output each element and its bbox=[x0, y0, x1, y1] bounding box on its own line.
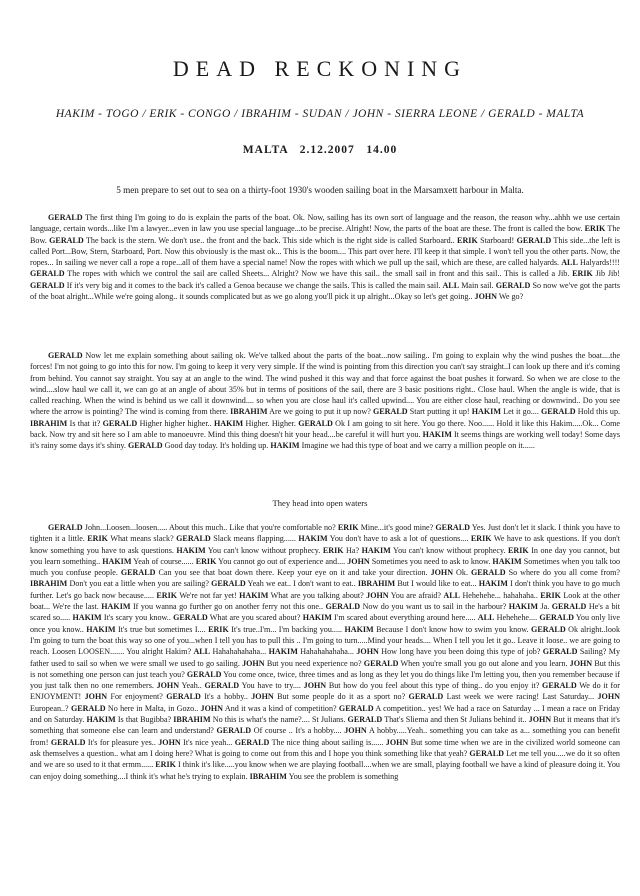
cast-list: HAKIM - TOGO / ERIK - CONGO / IBRAHIM - SUDAN / JOHN - SIERRA LEONE / GERALD - MALTA bbox=[55, 108, 585, 120]
speaker-name: JOHN bbox=[385, 737, 409, 747]
dialogue-line: Let it go.... bbox=[503, 407, 541, 417]
speaker-name: JOHN bbox=[156, 681, 180, 691]
speaker-name: HAKIM bbox=[508, 602, 538, 612]
dialogue-line: So where do you all come from? bbox=[508, 568, 620, 578]
speaker-name: GERALD bbox=[48, 213, 83, 222]
dialogue-line: I don't think you have to go much further. Let's go back now because..... bbox=[30, 579, 620, 600]
dialogue-paragraph bbox=[30, 350, 620, 452]
dialogue-line: That's Sliema and then St Julians behind it.. bbox=[384, 715, 529, 725]
speaker-name: GERALD bbox=[408, 692, 444, 702]
speaker-name: JOHN bbox=[366, 590, 389, 600]
dialogue-line: The first thing I'm going to do is explain the parts of the boat. Ok. Now, sailing has its own sort of language and the reason, the reason why...ahhh we use certain language, certain words...like I'm a lawyer...even in law you use special language...to be precise. Alright! Now, the parts of the boat are these. The front is called the bow. bbox=[30, 213, 620, 234]
dialogue-line: You alright Hakim? bbox=[126, 647, 194, 657]
dialogue-line: Sometimes you need to ask to know. bbox=[371, 556, 493, 566]
speaker-name: HAKIM bbox=[298, 534, 328, 544]
dialogue-line: But some time when we are in the civilized world someone can ask themselves a question.. what am I doing here? What is going to come out from this and I hope you think something like that yeah? bbox=[30, 737, 620, 758]
dialogue-line: Imagine we had this type of boat and we carry a million people on it...... bbox=[301, 441, 535, 451]
intro-text: 5 men prepare to set out to sea on a thirty-foot 1930's wooden sailing boat in the Marsamxett harbour in Malta. bbox=[116, 185, 524, 195]
dialogue-line: What means slack? bbox=[110, 534, 177, 544]
speaker-name: GERALD bbox=[298, 418, 333, 428]
dialogue-line: European..? bbox=[30, 703, 71, 713]
speaker-name: ERIK bbox=[470, 534, 492, 544]
speaker-name: HAKIM bbox=[302, 613, 332, 623]
dialogue-line: For enjoyment? bbox=[110, 692, 167, 702]
dialogue-line: The Bow. bbox=[30, 224, 620, 245]
speaker-name: HAKIM bbox=[478, 579, 508, 589]
speaker-name: JOHN bbox=[474, 292, 497, 302]
dialogue-line: Last week we were racing! Last Saturday... bbox=[446, 692, 598, 702]
speaker-name: HAKIM bbox=[86, 715, 116, 725]
speaker-name: ERIK bbox=[540, 590, 561, 600]
dialogue-line: How long have you been doing this type of job? bbox=[381, 647, 543, 657]
page-title: DEAD RECKONING bbox=[172, 56, 468, 81]
speaker-name: GERALD bbox=[30, 280, 65, 290]
dialogue-line: Yes. Just don't let it slack. I think you have to tighten it a little. bbox=[30, 523, 620, 544]
speaker-name: GERALD bbox=[102, 418, 138, 428]
dialogue-line: You have to try.... bbox=[241, 681, 304, 691]
speaker-name: JOHN bbox=[356, 647, 379, 657]
speaker-name: GERALD bbox=[347, 715, 383, 725]
speaker-name: ERIK bbox=[322, 545, 344, 555]
speaker-name: JOHN bbox=[430, 568, 454, 578]
speaker-name: GERALD bbox=[48, 523, 83, 532]
dialogue-line: And it was a kind of competition? bbox=[224, 703, 339, 713]
speaker-name: HAKIM bbox=[239, 590, 269, 600]
speaker-name: HAKIM bbox=[72, 613, 102, 623]
dialogue-block-2 bbox=[30, 350, 620, 490]
speaker-name: GERALD bbox=[542, 647, 578, 657]
speaker-name: HAKIM bbox=[101, 602, 131, 612]
speaker-name: GERALD bbox=[372, 407, 408, 417]
dialogue-line: Higher. Higher. bbox=[245, 418, 299, 428]
speaker-name: GERALD bbox=[173, 613, 208, 623]
dialogue-line: Sometimes when you talk too much you confuse people. bbox=[30, 556, 620, 578]
speaker-name: GERALD bbox=[469, 748, 505, 758]
dateline bbox=[0, 144, 640, 156]
speaker-name: GERALD bbox=[539, 613, 574, 623]
speaker-name: GERALD bbox=[470, 568, 506, 578]
dialogue-line: But some people do it as a sport no? bbox=[277, 692, 409, 702]
dialogue-line: I'm scared about everything around here..... bbox=[334, 613, 478, 623]
dialogue-line: Mine...it's good mine? bbox=[360, 523, 436, 532]
dialogue-line: It's true but sometimes I.... bbox=[117, 624, 209, 634]
dialogue-line: You can't know without prophecy. bbox=[207, 545, 323, 555]
speaker-name: HAKIM bbox=[213, 418, 244, 428]
speaker-name: JOHN bbox=[347, 556, 370, 566]
dialogue-line: Can you see that boat down there. Keep your eye on it and take your direction. bbox=[158, 568, 431, 578]
speaker-name: HAKIM bbox=[344, 624, 374, 634]
speaker-name: GERALD bbox=[435, 523, 471, 532]
dialogue-line: Ok. bbox=[456, 568, 471, 578]
dialogue-line: But you need experience no? bbox=[266, 658, 364, 668]
dialogue-line: You see the problem is something bbox=[288, 771, 399, 781]
speaker-name: IBRAHIM bbox=[30, 579, 68, 589]
speaker-name: GERALD bbox=[49, 235, 84, 245]
speaker-name: HAKIM bbox=[102, 556, 132, 566]
dialogue-line: Hold this up. bbox=[577, 407, 620, 417]
dialogue-line: Ja. bbox=[540, 602, 552, 612]
dialogue-line: You can't know without prophecy. bbox=[393, 545, 509, 555]
dialogue-line: What are you scared about? bbox=[209, 613, 303, 623]
speaker-name: GERALD bbox=[204, 681, 240, 691]
speaker-name: GERALD bbox=[234, 737, 270, 747]
speaker-name: ERIK bbox=[87, 534, 108, 544]
dialogue-line: A competition.. yes! We had a race on Saturday ... I mean a race on Friday and on Saturday. bbox=[30, 703, 620, 725]
dialogue-line: Hehehehe.... bbox=[496, 613, 540, 623]
dialogue-line: But this is not something one person can just teach you? bbox=[30, 658, 620, 679]
dialogue-line: You cannot go out of experience and.... bbox=[218, 556, 348, 566]
dialogue-line: Jib Jib! bbox=[595, 269, 620, 279]
speaker-name: GERALD bbox=[30, 269, 65, 279]
dialogue-line: If it's very big and it comes to the back it's called a Genoa because we change the sails. This is called the main sail. bbox=[66, 280, 443, 290]
speaker-name: GERALD bbox=[516, 235, 552, 245]
dialogue-line: The nice thing about sailing is...... bbox=[271, 737, 386, 747]
speaker-name: HAKIM bbox=[361, 545, 391, 555]
dialogue-line: We're not far yet! bbox=[179, 590, 240, 600]
dialogue-line: Ok I am going to sit here. You go there. Noo...... Hold it like this Hakim.....Ok... Come back. Now try and sit here so I am able to manoeuvre. Mind this thing doesn't hit your head....be careful it will hurt you. bbox=[30, 418, 620, 440]
dialogue-line: If you wanna go further go on another ferry not this one.. bbox=[132, 602, 326, 612]
dialogue-line: Is that it? bbox=[69, 418, 103, 428]
speaker-name: ALL bbox=[442, 280, 460, 290]
dialogue-paragraph bbox=[30, 212, 620, 302]
dialogue-line: Main sail. bbox=[461, 280, 496, 290]
dialogue-line: Is that Bugibba? bbox=[117, 715, 174, 725]
speaker-name: IBRAHIM bbox=[357, 579, 396, 589]
speaker-name: ALL bbox=[477, 613, 495, 623]
speaker-name: HAKIM bbox=[176, 545, 206, 555]
dialogue-line: Hahahahahaha... bbox=[212, 647, 269, 657]
dateline-place: MALTA bbox=[242, 144, 289, 156]
dialogue-line: Because I don't know how to swim you know. bbox=[376, 624, 532, 634]
speaker-name: GERALD bbox=[338, 703, 374, 713]
speaker-name: JOHN bbox=[251, 692, 274, 702]
dialogue-line: We go? bbox=[498, 292, 524, 302]
dialogue-paragraph bbox=[30, 522, 620, 782]
dialogue-line: What are you talking about? bbox=[270, 590, 367, 600]
speaker-name: ERIK bbox=[195, 556, 217, 566]
dialogue-line: But I would like to eat... bbox=[397, 579, 479, 589]
dialogue-line: Higher higher higher.. bbox=[139, 418, 214, 428]
dialogue-line: Sailing? My father used to sail so when we were small we used to go sailing. bbox=[30, 647, 620, 668]
speaker-name: IBRAHIM bbox=[173, 715, 211, 725]
dialogue-line: So now we've got the parts of the boat alright...While we're going along.. it sounds complicated but as we go along you'll pick it up alright...Okay so let's get going.. bbox=[30, 280, 620, 302]
dialogue-line: No this is what's the name?.... St Julians. bbox=[212, 715, 348, 725]
dialogue-line: Yeah of course...... bbox=[133, 556, 196, 566]
dialogue-line: You don't have to ask a lot of questions.... bbox=[329, 534, 471, 544]
speaker-name: ALL bbox=[443, 590, 461, 600]
dialogue-line: I think it's like.....you know when we are playing football....when we are small, playing football we have a kind of pleasure doing it. You can enjoy doing something....I think it's what he's trying to explain. bbox=[30, 760, 620, 781]
dialogue-line: The ropes with which we control the sail are called Sheets... Alright? Now we have this sail.. the small sail in front and this sail.. This is called a Jib. bbox=[67, 269, 573, 279]
dialogue-line: You come once, twice, three times and as long as they let you do things like I'm letting you, then you remember because if you just talk then no one remembers. bbox=[30, 669, 620, 691]
speaker-name: HAKIM bbox=[86, 624, 116, 634]
dialogue-line: Good day today. It's holding up. bbox=[164, 441, 271, 451]
speaker-name: JOHN bbox=[569, 658, 593, 668]
dialogue-line: We have to ask questions. If you don't know something you have to ask questions. bbox=[30, 534, 620, 555]
speaker-name: GERALD bbox=[211, 579, 246, 589]
dialogue-line: It's nice yeah... bbox=[183, 737, 235, 747]
dialogue-line: Hahahahahaha... bbox=[300, 647, 357, 657]
speaker-name: HAKIM bbox=[422, 430, 452, 440]
speaker-name: GERALD bbox=[127, 441, 163, 451]
dialogue-line: It's scary you know.. bbox=[103, 613, 174, 623]
speaker-name: ERIK bbox=[508, 545, 529, 555]
speaker-name: HAKIM bbox=[270, 441, 300, 451]
dialogue-line: A hobby.....Yeah.. something you can take as a... something you can benefit from! bbox=[30, 726, 620, 747]
dialogue-line: He's a bit scared so..... bbox=[30, 602, 620, 623]
dialogue-line: Yeah we eat.. I don't want to eat.. bbox=[247, 579, 358, 589]
stage-direction: They head into open waters bbox=[272, 498, 368, 508]
dialogue-line: Look at the other boat... We're the last. bbox=[30, 590, 620, 612]
speaker-name: GERALD bbox=[551, 602, 587, 612]
speaker-name: ERIK bbox=[208, 624, 229, 634]
dialogue-line: The back is the stern. We don't use.. the front and the back. This side which is the right side is called Starboard.. bbox=[85, 235, 458, 245]
dialogue-block-1 bbox=[30, 212, 620, 340]
speaker-name: JOHN bbox=[303, 681, 327, 691]
speaker-name: ERIK bbox=[572, 269, 593, 279]
dialogue-line: Yeah.. bbox=[181, 681, 205, 691]
speaker-name: GERALD bbox=[48, 351, 83, 360]
dialogue-line: Start putting it up! bbox=[409, 407, 472, 417]
dialogue-line: Now do you want us to sail in the harbour? bbox=[362, 602, 509, 612]
speaker-name: GERALD bbox=[120, 568, 156, 578]
speaker-name: JOHN bbox=[84, 692, 108, 702]
dialogue-line: Hehehehe... hahahaha.. bbox=[462, 590, 541, 600]
dialogue-line: It's true..I'm... I'm backing you..... bbox=[231, 624, 345, 634]
dialogue-line: But how do you feel about this type of thing.. do you enjoy it? bbox=[328, 681, 543, 691]
dialogue-line: It seems things are working well today! Some days it's rainy some days it's shiny. bbox=[30, 430, 620, 451]
dialogue-line: But it means that it's something that someone else can learn and understand? bbox=[30, 715, 620, 736]
speaker-name: GERALD bbox=[542, 681, 577, 691]
speaker-name: GERALD bbox=[186, 669, 222, 679]
dialogue-line: Are we going to put it up now? bbox=[269, 407, 373, 417]
speaker-name: ALL bbox=[193, 647, 211, 657]
speaker-name: ERIK bbox=[155, 760, 176, 770]
dialogue-block-3 bbox=[30, 522, 620, 886]
dialogue-line: Halyards!!!! bbox=[580, 258, 620, 268]
dialogue-line: When you're small you go out alone and you learn. bbox=[400, 658, 570, 668]
dialogue-line: Of course .. It's a hobby.... bbox=[253, 726, 345, 736]
dialogue-line: You are afraid? bbox=[390, 590, 444, 600]
dialogue-line: John...Loosen...loosen..... About this much.. Like that you're comfortable no? bbox=[84, 523, 338, 532]
speaker-name: GERALD bbox=[531, 624, 566, 634]
dialogue-line: Ok alright..look I'm going to turn the boat this way so one of you...when I tell you has to pull this .. I'm going to turn.....Mind your heads.... When I tell you let it go.. Leave it loose.. we are going to reach. Loosen LOOSEN....... bbox=[30, 624, 620, 657]
speaker-name: ERIK bbox=[337, 523, 359, 532]
speaker-name: GERALD bbox=[166, 692, 201, 702]
speaker-name: HAKIM bbox=[268, 647, 298, 657]
dialogue-line: No here in Malta, in Gozo.. bbox=[107, 703, 201, 713]
speaker-name: JOHN bbox=[158, 737, 181, 747]
speaker-name: IBRAHIM bbox=[30, 418, 68, 428]
speaker-name: HAKIM bbox=[471, 407, 501, 417]
dialogue-line: Ha? bbox=[346, 545, 362, 555]
speaker-name: GERALD bbox=[540, 407, 576, 417]
dialogue-line: We do it for ENJOYMENT! bbox=[30, 681, 620, 702]
speaker-name: JOHN bbox=[344, 726, 367, 736]
speaker-name: JOHN bbox=[200, 703, 224, 713]
dialogue-line: Slack means flapping...... bbox=[213, 534, 299, 544]
dialogue-line: This side...the left is called Port...Bow, Stern, Starboard, Port. Now this obviously is the mast ok... This is the boom.... This part over here. I'll keep it that simple. I won't tell you the other parts. Now, the ropes... In sailing we never call a rope a rope...all of them have a special name! Now the ropes with which we pull up the sail, which are these, are called halyards. bbox=[30, 235, 620, 268]
speaker-name: HAKIM bbox=[492, 556, 522, 566]
dateline-date: 2.12.2007 bbox=[299, 144, 355, 156]
speaker-name: GERALD bbox=[325, 602, 361, 612]
speaker-name: JOHN bbox=[597, 692, 620, 702]
dialogue-line: It's for pleasure yes.. bbox=[87, 737, 159, 747]
speaker-name: GERALD bbox=[70, 703, 106, 713]
dialogue-line: It's a hobby.. bbox=[204, 692, 252, 702]
speaker-name: GERALD bbox=[363, 658, 399, 668]
dialogue-line: Now let me explain something about sailing ok. We've talked about the parts of the boat...now sailing.. I'm going to explain why the wind pushes the boat....the forces! I'm not going to go into this for now. I'm going to keep it very very simple. If the wind is pointing from this direction you can't say straight..I can look up there and it's coming from behind. You cannot say straight. You say at an angle to the wind. The wind pushed it this way and that force against the boat pushes it forward. So when we are close to the wind....slow haul we call it, we can go at an angle of about 35% but in terms of positions of the sail, there are 3 basic positions right.. Close haul. When the angle is wide, that is called reaching. When the wind is behind us we call it downwind.... so when you are close haul it's called upwind.... You are either close haul, reaching or downwind.. Do you see where the arrow is pointing? The wind is coming from there. bbox=[30, 351, 620, 417]
dialogue-line: Starboard! bbox=[480, 235, 517, 245]
speaker-name: ALL bbox=[561, 258, 578, 268]
dialogue-line: You only live once you know.. bbox=[30, 613, 620, 634]
speaker-name: ERIK bbox=[457, 235, 478, 245]
speaker-name: JOHN bbox=[528, 715, 552, 725]
speaker-name: IBRAHIM bbox=[230, 407, 268, 417]
dialogue-line: Don't you eat a little when you are sailing? bbox=[69, 579, 212, 589]
speaker-name: GERALD bbox=[216, 726, 252, 736]
speaker-name: GERALD bbox=[176, 534, 211, 544]
speaker-name: JOHN bbox=[242, 658, 265, 668]
speaker-name: ERIK bbox=[584, 224, 606, 234]
dateline-time: 14.00 bbox=[366, 144, 398, 156]
dialogue-line: In one day you cannot, but you learn something.. bbox=[30, 545, 620, 566]
dialogue-line: Let me tell you.....we do it so often and we are so used to it that ermm...... bbox=[30, 748, 620, 770]
speaker-name: IBRAHIM bbox=[249, 771, 287, 781]
speaker-name: ERIK bbox=[156, 590, 178, 600]
speaker-name: GERALD bbox=[495, 280, 531, 290]
speaker-name: GERALD bbox=[50, 737, 86, 747]
